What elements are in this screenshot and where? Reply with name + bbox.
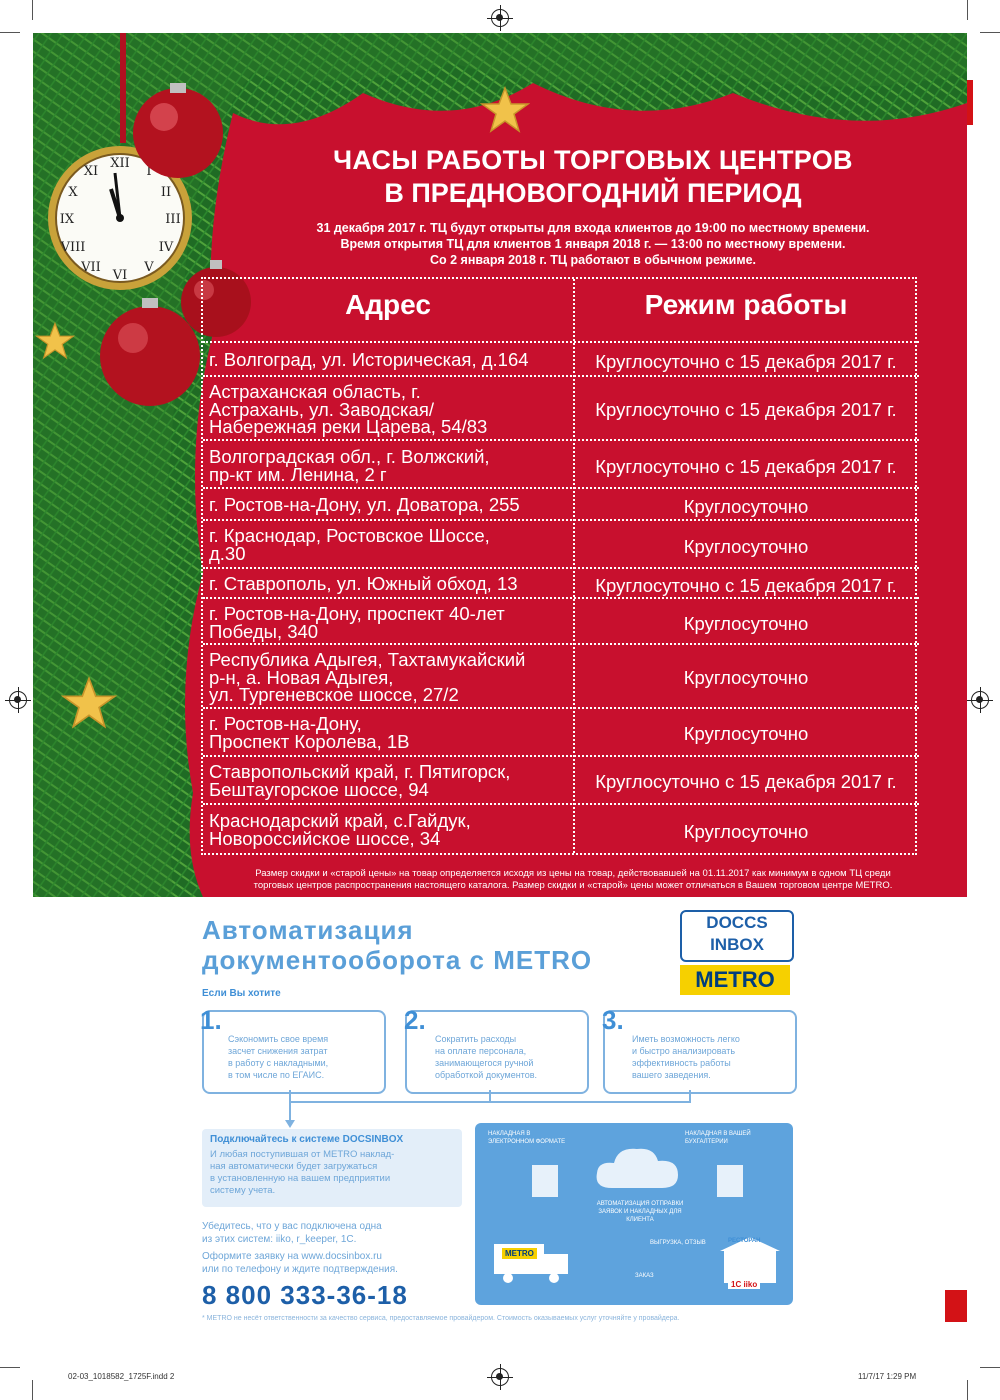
- row-mode: Круглосуточно: [683, 536, 809, 557]
- poster-title-line2: В ПРЕДНОВОГОДНИЙ ПЕРИОД: [384, 178, 802, 208]
- row-mode: Круглосуточно: [683, 613, 809, 634]
- docsinbox-logo: [680, 910, 794, 962]
- row-address-line: г. Ростов-на-Дону, ул. Доватора, 255: [209, 494, 520, 515]
- row-address-line: Набережная реки Царева, 54/83: [209, 416, 488, 437]
- bullet-line: Убедитесь, что у вас подключена одна: [202, 1221, 382, 1232]
- poster-subtitle-3: Со 2 января 2018 г. ТЦ работают в обычном режиме.: [429, 253, 757, 267]
- row-address-line: г. Ставрополь, ул. Южный обход, 13: [209, 573, 518, 594]
- diagram-center: АВТОМАТИЗАЦИЯ ОТПРАВКИ ЗАЯВОК И НАКЛАДНЫХ ДЛЯ КЛИЕНТА: [596, 1201, 684, 1223]
- crop-mark: [32, 0, 33, 20]
- table-row: [203, 569, 919, 599]
- svg-text:XI: XI: [83, 164, 99, 179]
- poster-title-line1: ЧАСЫ РАБОТЫ ТОРГОВЫХ ЦЕНТРОВ: [333, 145, 853, 175]
- row-address-line: р-н, а. Новая Адыгея,: [209, 666, 394, 688]
- step-line: эффективность работы: [632, 1058, 731, 1068]
- step-line: Иметь возможность легко: [632, 1034, 740, 1044]
- row-address-line: д.30: [209, 542, 246, 564]
- star-icon: [61, 675, 117, 731]
- step-line: занимающегося ручной: [435, 1058, 534, 1068]
- diagram-left-top: НАКЛАДНАЯ В ЭЛЕКТРОННОМ ФОРМАТЕ: [488, 1131, 566, 1145]
- row-mode: Круглосуточно с 15 декабря 2017 г.: [595, 771, 897, 792]
- row-address-line: Астрахань, ул. Заводская/: [209, 398, 434, 420]
- diagram-right-top: НАКЛАДНАЯ В ВАШЕЙ БУХГАЛТЕРИИ: [685, 1131, 751, 1145]
- step-line: засчет снижения затрат: [228, 1046, 328, 1056]
- page-edge-tab: [967, 80, 973, 125]
- header-mode: Режим работы: [644, 289, 848, 320]
- christmas-ball-icon: [128, 81, 228, 181]
- row-address-line: Проспект Королева, 1В: [209, 730, 410, 752]
- table-row: [203, 599, 919, 645]
- svg-text:IX: IX: [59, 212, 75, 227]
- step-line: на оплате персонала,: [435, 1046, 527, 1056]
- table-row: [203, 377, 919, 441]
- accounting-systems: 1С iiko: [728, 1280, 760, 1289]
- registration-mark-bottom: [491, 1368, 509, 1386]
- crop-mark: [980, 1367, 1000, 1368]
- star-icon: [480, 85, 530, 135]
- connect-line: ная автоматически будет загружаться: [210, 1161, 378, 1172]
- row-address-line: Новороссийское шоссе, 34: [209, 827, 441, 849]
- step-text: [632, 1033, 740, 1081]
- row-address-line: ул. Тургеневское шоссе, 27/2: [209, 684, 459, 705]
- step-line: Сократить расходы: [435, 1034, 517, 1044]
- poster-subtitle-2: Время открытия ТЦ для клиентов 1 января 2018 г. — 13:00 по местному времени.: [340, 237, 846, 251]
- header-address: Адрес: [345, 289, 431, 320]
- svg-text:VIII: VIII: [60, 240, 86, 255]
- row-mode: Круглосуточно с 15 декабря 2017 г.: [595, 351, 897, 372]
- phone-number: 8 800 333-36-18: [202, 1280, 408, 1310]
- crop-mark: [0, 32, 20, 33]
- row-address-line: г. Ростов-на-Дону, проспект 40-лет: [209, 603, 505, 624]
- footnote-line: Размер скидки и «старой цены» на товар определяется исходя из цены на товар, действовавшей на 01.11.2017 как минимум в одном ТЦ среди: [255, 868, 891, 879]
- step-line: Сэкономить свое время: [228, 1034, 329, 1044]
- connect-title: Подключайтесь к системе DOCSINBOX: [210, 1134, 404, 1145]
- docsinbox-logo-top: DOCCS: [706, 913, 768, 932]
- ad-title-line2: документооборота с METRO: [202, 945, 593, 975]
- poster-subtitle-1: 31 декабря 2017 г. ТЦ будут открыты для входа клиентов до 19:00 по местному времени.: [316, 221, 870, 235]
- store-hours-table: [201, 277, 917, 855]
- step-line: и быстро анализировать: [632, 1046, 736, 1056]
- step-number: 2.: [404, 1005, 426, 1035]
- svg-text:VII: VII: [81, 260, 101, 275]
- row-address-line: г. Волгоград, ул. Историческая, д.164: [209, 349, 529, 370]
- row-mode: Круглосуточно с 15 декабря 2017 г.: [595, 399, 897, 420]
- row-address-line: Астраханская область, г.: [209, 381, 421, 402]
- cloud-icon: [592, 1143, 682, 1193]
- row-mode: Круглосуточно: [683, 496, 809, 517]
- row-address-line: Победы, 340: [209, 620, 319, 642]
- truck-label: METRO: [502, 1248, 537, 1259]
- document-icon: [530, 1163, 560, 1199]
- row-mode: Круглосуточно: [683, 821, 809, 842]
- connect-text: [210, 1149, 394, 1197]
- step-line: в том числе по ЕГАИС.: [228, 1070, 325, 1080]
- page-edge-tab: [945, 1290, 967, 1322]
- step-text: [435, 1033, 537, 1081]
- bullet-line: из этих систем: iiko, r_keeper, 1С.: [202, 1234, 357, 1245]
- diagram-bottom: ЗАКАЗ: [635, 1273, 654, 1279]
- holiday-hours-poster: [33, 33, 967, 897]
- table-header-sep: [203, 279, 919, 343]
- svg-text:XII: XII: [110, 156, 130, 171]
- row-address-line: Ставропольский край, г. Пятигорск,: [209, 761, 511, 782]
- step-text: [228, 1033, 328, 1081]
- table-row: [203, 645, 919, 709]
- table-row: [203, 757, 919, 805]
- document-icon: [715, 1163, 745, 1199]
- svg-text:II: II: [160, 185, 172, 200]
- row-address-line: Республика Адыгея, Тахтамукайский: [209, 649, 526, 670]
- docsinbox-logo-bottom: INBOX: [710, 935, 764, 954]
- connect-line: И любая поступившая от METRO наклад-: [210, 1149, 395, 1160]
- print-slug-right: 11/7/17 1:29 PM: [858, 1372, 917, 1381]
- step-line: обработкой документов.: [435, 1070, 537, 1080]
- step-number: 3.: [602, 1005, 624, 1035]
- table-row: [203, 521, 919, 569]
- crop-mark: [980, 32, 1000, 33]
- price-footnote: [223, 868, 923, 892]
- svg-text:VI: VI: [112, 268, 128, 283]
- row-address-line: г. Ростов-на-Дону,: [209, 713, 362, 734]
- crop-mark: [967, 0, 968, 20]
- table-row: [203, 709, 919, 757]
- crop-mark: [0, 1367, 20, 1368]
- bullet-line: или по телефону и ждите подтверждения.: [202, 1264, 398, 1275]
- table-row: [203, 805, 919, 855]
- registration-mark-top: [491, 9, 509, 27]
- step-line: вашего заведения.: [632, 1070, 711, 1080]
- row-mode: Круглосуточно с 15 декабря 2017 г.: [595, 456, 897, 477]
- registration-mark-left: [9, 691, 27, 709]
- step-line: в работу с накладными,: [228, 1058, 329, 1068]
- truck-icon: [492, 1240, 572, 1284]
- row-address-line: Волгоградская обл., г. Волжский,: [209, 446, 490, 467]
- table-row: [203, 441, 919, 489]
- svg-text:I: I: [146, 164, 152, 179]
- table-row: [203, 489, 919, 521]
- row-mode: Круглосуточно с 15 декабря 2017 г.: [595, 575, 897, 596]
- star-icon: [35, 321, 75, 361]
- table-row: [203, 343, 919, 377]
- connect-line: в установленную на вашем предприятии: [210, 1173, 391, 1184]
- print-slug-left: 02-03_1018582_1725F.indd 2: [68, 1372, 175, 1381]
- restaurant-label: РЕСТОРАН: [728, 1238, 761, 1244]
- svg-text:III: III: [165, 212, 181, 227]
- diagram-right-mid: ВЫГРУЗКА, ОТЗЫВ: [650, 1240, 706, 1246]
- row-address-line: Краснодарский край, с.Гайдук,: [209, 810, 471, 831]
- bullet-line: Оформите заявку на www.docsinbox.ru: [202, 1251, 382, 1262]
- registration-mark-right: [971, 691, 989, 709]
- crop-mark: [967, 1380, 968, 1400]
- crop-mark: [32, 1380, 33, 1400]
- bullet-apply: [202, 1250, 398, 1276]
- connect-line: систему учета.: [210, 1185, 276, 1196]
- christmas-ball-icon: [95, 298, 205, 408]
- ad-disclaimer: * METRO не несёт ответственности за качество сервиса, предоставляемое провайдером. Стоимость оказываемых услуг уточняйте у провайдера.: [202, 1315, 680, 1322]
- docsinbox-ad: [180, 905, 820, 1330]
- svg-text:V: V: [144, 260, 154, 275]
- footnote-line: торговых центров распространения настоящего каталога. Размер скидки и «старой» цены может отличаться в Вашем торговом центре METRO.: [253, 880, 893, 891]
- row-mode: Круглосуточно: [683, 723, 809, 744]
- row-address-line: г. Краснодар, Ростовское Шоссе,: [209, 525, 490, 546]
- row-address-line: Бештаугорское шоссе, 94: [209, 778, 429, 800]
- row-address-line: пр-кт им. Ленина, 2 г: [209, 463, 387, 485]
- ad-title-line1: Автоматизация: [202, 915, 414, 945]
- svg-text:IV: IV: [158, 240, 174, 255]
- svg-text:X: X: [68, 185, 78, 200]
- step-number: 1.: [200, 1005, 222, 1035]
- row-mode: Круглосуточно: [683, 667, 809, 688]
- if-you-want-label: Если Вы хотите: [202, 988, 281, 999]
- bullet-systems: [202, 1220, 382, 1246]
- metro-logo: METRO: [680, 965, 790, 995]
